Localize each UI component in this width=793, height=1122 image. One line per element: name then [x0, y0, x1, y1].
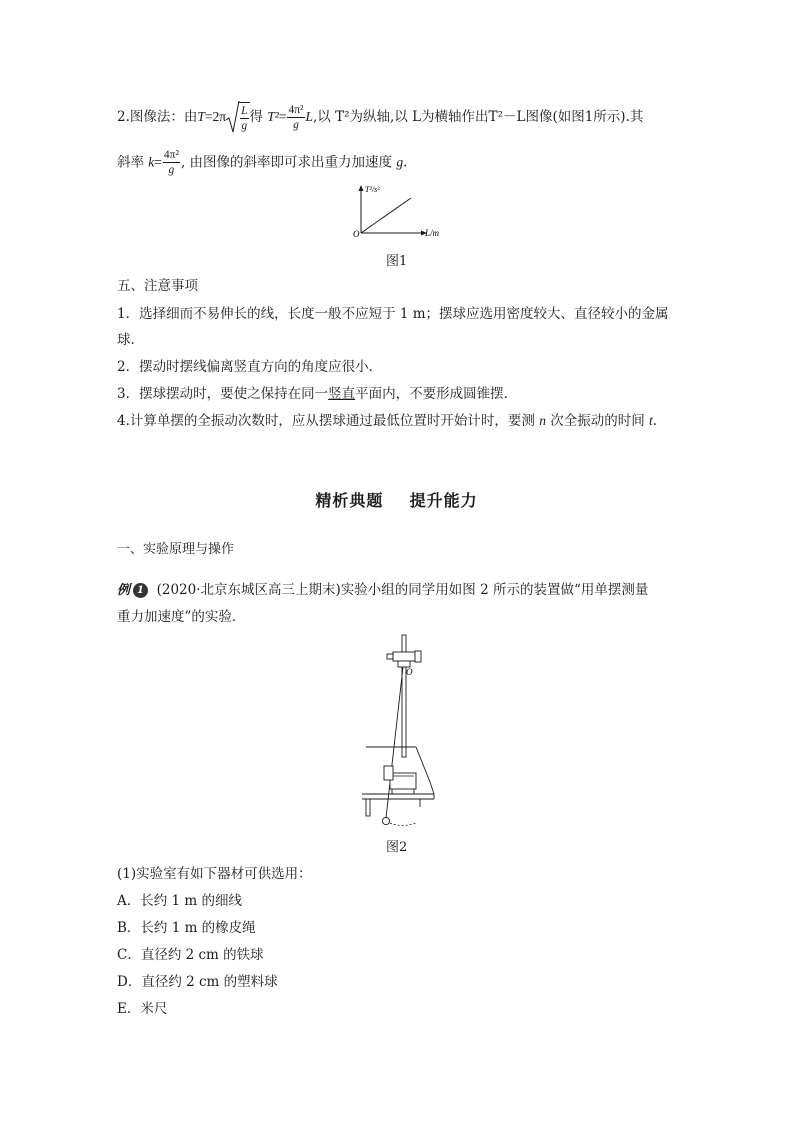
- radical-sign: [226, 100, 240, 134]
- frac2-num: 4π²: [163, 149, 179, 161]
- var-k: k: [148, 154, 155, 170]
- item4-t: t: [649, 413, 653, 428]
- method2-label: 2.图像法：由: [117, 109, 198, 125]
- eq-2pi: =2π: [204, 109, 227, 124]
- part1-heading: 一、实验原理与操作: [117, 542, 235, 557]
- clamp-arm: [387, 654, 393, 659]
- var-g: g: [396, 154, 404, 170]
- sqrt-num: L: [241, 105, 248, 117]
- eq3: =: [154, 154, 162, 170]
- pendulum-string: [386, 667, 403, 818]
- clamp-screw: [415, 651, 421, 662]
- y-axis-label: T²/s²: [365, 185, 380, 194]
- item4-n: n: [539, 413, 546, 428]
- method2-rest: ,以 T²为纵轴,以 L为横轴作出T²－L图像(如图1所示).其: [313, 109, 644, 125]
- example-number-badge: 1: [133, 583, 148, 598]
- x-axis-label: L/m: [425, 228, 440, 238]
- line2-a: 斜率: [117, 154, 144, 171]
- swing-path: [390, 823, 416, 826]
- frac2-den: g: [168, 164, 175, 176]
- table-side-edge: [416, 747, 430, 782]
- item3-b: 平面内，不要形成圆锥摆．: [355, 386, 518, 402]
- figure1-caption: 图1: [386, 254, 408, 269]
- question1-stem: (1)实验室有如下器材可供选用：: [117, 866, 312, 882]
- option-c: C．直径约 2 cm 的铁球: [117, 947, 264, 963]
- notes-heading: 五、注意事项: [117, 278, 198, 294]
- graph-line: [361, 198, 411, 233]
- section-title: [0, 488, 793, 511]
- var-T: T: [197, 109, 205, 124]
- note-item2: 2．摆动时摆线偏离竖直方向的角度应很小．: [117, 359, 383, 375]
- method2-line1: [117, 102, 643, 133]
- item3-underlined: 竖直: [328, 386, 356, 402]
- de-text: 得: [249, 109, 263, 125]
- pendulum-bob: [382, 817, 389, 824]
- point-o-label: O: [406, 667, 413, 677]
- note-item3: [117, 384, 517, 404]
- section-title-a: 精析典题: [315, 491, 384, 510]
- note-item1-a: 1．选择细而不易伸长的线，长度一般不应短于 1 m；摆球应选用密度较大、直径较小的金属: [117, 306, 669, 322]
- item4-b: 次全振动的时间: [550, 413, 645, 429]
- figure2-caption: 图2: [386, 840, 408, 855]
- option-b: B．长约 1 m 的橡皮绳: [117, 920, 256, 936]
- eq2: =: [278, 109, 287, 124]
- fraction-4pi2-g: [287, 104, 304, 132]
- option-a: A．长约 1 m 的细线: [117, 893, 243, 909]
- option-e: E．米尺: [117, 1001, 168, 1017]
- figure2-apparatus: [358, 632, 440, 832]
- sqrt-expression: [226, 102, 249, 133]
- frac-den: g: [293, 118, 299, 131]
- fraction-slope: [163, 149, 180, 177]
- frac-num: 4π²: [288, 103, 304, 116]
- line2-b: , 由图像的斜率即可求出重力加速度: [180, 154, 393, 171]
- sqrt-den: g: [241, 120, 248, 132]
- note-item4: [117, 411, 657, 431]
- base-block: [390, 773, 416, 789]
- line2-dot: .: [403, 154, 408, 171]
- item3-a: 3．摆球摆动时，要使之保持在同一: [117, 386, 329, 402]
- origin-label: O: [353, 229, 360, 239]
- option-d: D．直径约 2 cm 的塑料球: [117, 974, 278, 990]
- example-line2: 重力加速度”的实验．: [117, 609, 246, 625]
- table-corner: [430, 782, 434, 794]
- base-clamp: [384, 766, 393, 780]
- method2-line2: [117, 149, 407, 177]
- section-title-b: 提升能力: [409, 491, 478, 510]
- item4-c: .: [652, 413, 658, 429]
- figure1-graph: [345, 183, 455, 241]
- example-text1: (2020·北京东城区高三上期末)实验小组的同学用如图 2 所示的装置做“用单摆测量: [156, 582, 649, 598]
- example-line1: [117, 580, 648, 601]
- y-axis-arrow: [359, 185, 364, 191]
- var-T2: T²: [267, 109, 279, 124]
- example-label: 例: [117, 583, 131, 598]
- item4-a: 4.计算单摆的全振动次数时，应从摆球通过最低位置时开始计时，要测: [117, 413, 535, 429]
- table-leg-left: [366, 799, 370, 816]
- var-L: L: [305, 109, 314, 124]
- clamp: [393, 652, 415, 661]
- note-item1-b: 球．: [117, 332, 144, 348]
